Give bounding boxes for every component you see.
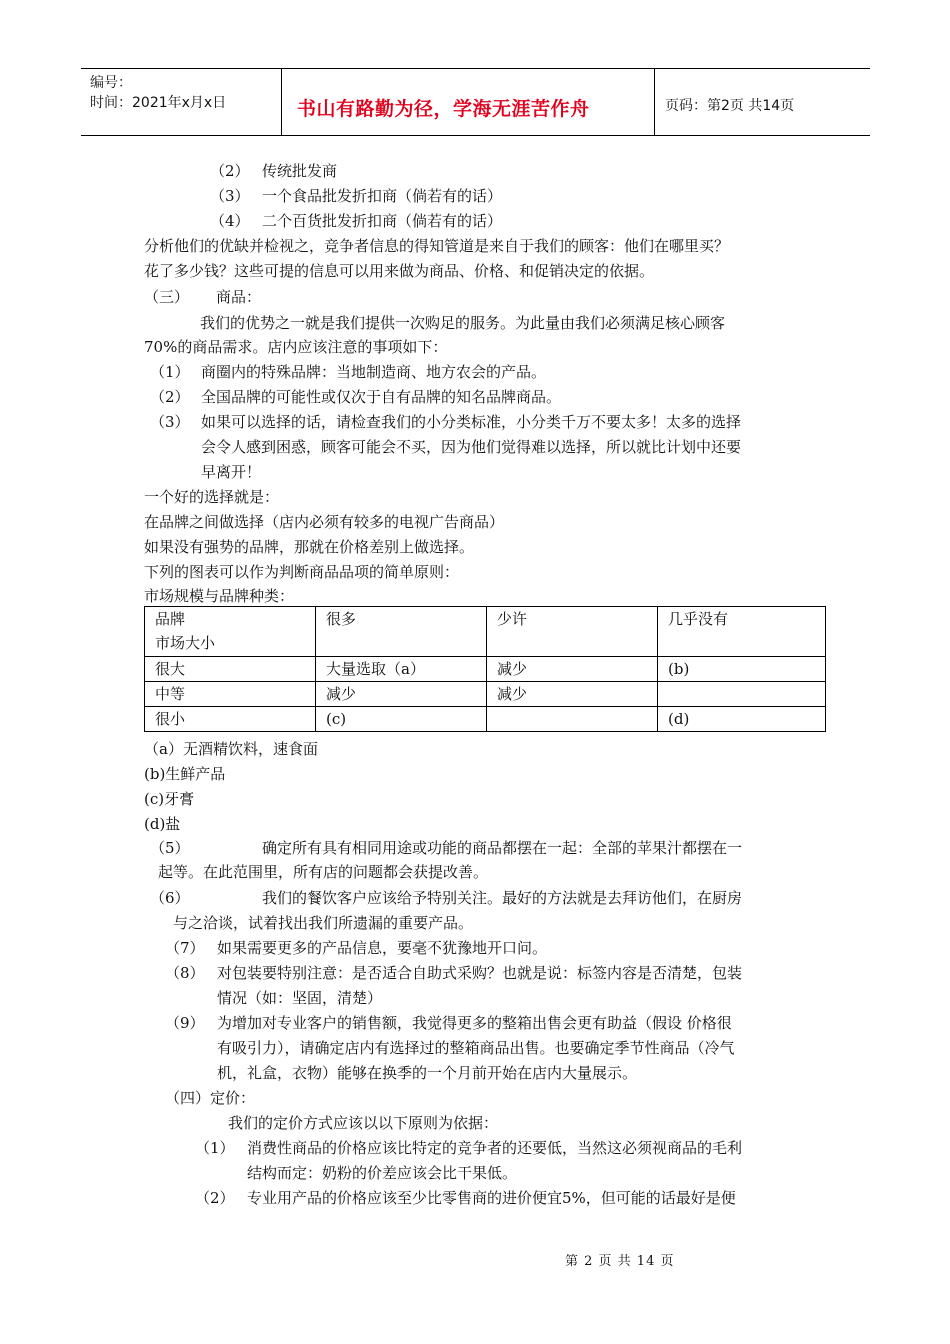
table-cell: (d) [658,707,826,732]
list-number: （2） [195,1189,235,1207]
column-header-brand: 品牌 [155,610,186,628]
paragraph-line: 70%的商品需求。店内应该注意的事项如下： [144,338,448,356]
list-number: （2） [150,388,190,406]
paragraph-line: 下列的图表可以作为判断商品品项的简单原则： [144,563,460,581]
list-item: 为增加对专业客户的销售额，我觉得更多的整箱出售会更有助益（假设 价格很 [217,1014,732,1032]
table-row [145,707,826,732]
list-number: （3） [210,187,250,205]
paragraph-line: 如果没有强势的品牌，那就在价格差别上做选择。 [144,538,475,556]
paragraph-line: 分析他们的优缺并检视之，竞争者信息的得知管道是来自于我们的顾客：他们在哪里买？ [144,237,730,255]
list-number: （5） [150,839,190,857]
section-title: 商品： [216,288,262,306]
table-row [145,682,826,707]
column-header-many: 很多 [316,607,487,657]
header-bottom-rule [81,135,870,136]
list-number: （1） [150,363,190,381]
list-number: （1） [195,1139,235,1157]
list-item: 消费性商品的价格应该比特定的竞争者的还要低，当然这必须视商品的毛利 [247,1139,743,1157]
list-number: （8） [165,964,205,982]
table-cell: (c) [316,707,487,732]
list-item: 如果需要更多的产品信息，要毫不犹豫地开口问。 [217,939,548,957]
list-item: 二个百货批发折扣商（倘若有的话） [262,212,503,230]
page-footer: 第 2 页 共 14 页 [565,1254,675,1269]
table-caption: 市场规模与品牌种类： [144,587,295,605]
table-cell: 减少 [487,657,658,682]
list-item: 我们的餐饮客户应该给予特别关注。最好的方法就是去拜访他们，在厨房 [262,889,743,907]
table-cell: 中等 [145,682,316,707]
list-item: 确定所有具有相同用途或功能的商品都摆在一起：全部的苹果汁都摆在一 [262,839,743,857]
table-note: (b)生鲜产品 [144,765,226,783]
list-item: 对包装要特别注意：是否适合自助式采购？也就是说：标签内容是否清楚，包装 [217,964,743,982]
list-item-continued: 结构而定：奶粉的价差应该会比干果低。 [247,1164,518,1182]
table-cell [487,707,658,732]
list-number: （9） [165,1014,205,1032]
table-cell: 很大 [145,657,316,682]
list-item: 全国品牌的可能性或仅次于自有品牌的知名品牌商品。 [201,388,562,406]
list-number: （4） [210,212,250,230]
list-item: 如果可以选择的话，请检查我们的小分类标准，小分类千万不要太多！太多的选择 [201,413,742,431]
paragraph-line: 一个好的选择就是： [144,488,280,506]
header-divider-left [281,68,282,136]
section-title: （四）定价： [165,1089,256,1107]
list-item: 一个食品批发折扣商（倘若有的话） [262,187,503,205]
paragraph-line: 我们的优势之一就是我们提供一次购足的服务。为此量由我们必须满足核心顾客 [200,314,726,332]
table-cell [658,682,826,707]
column-header-few: 少许 [487,607,658,657]
table-corner-cell [145,607,316,657]
list-item-continued: 早离开！ [201,463,262,481]
list-item: 商圈内的特殊品牌：当地制造商、地方农会的产品。 [201,363,547,381]
list-number: （7） [165,939,205,957]
table-cell: (b) [658,657,826,682]
table-cell: 减少 [487,682,658,707]
brand-market-table [144,606,826,732]
paragraph-line: 在品牌之间做选择（店内必须有较多的电视广告商品） [144,513,505,531]
list-item: 传统批发商 [262,162,338,180]
list-number: （6） [150,889,190,907]
list-item-continued: 情况（如：坚固，清楚） [217,989,383,1007]
list-item-continued: 机，礼盒，衣物）能够在换季的一个月前开始在店内大量展示。 [217,1064,638,1082]
list-item-continued: 起等。在此范围里，所有店的问题都会获提改善。 [158,863,489,881]
header-divider-right [654,68,655,136]
table-note: （a）无酒精饮料，速食面 [144,740,318,758]
table-cell: 减少 [316,682,487,707]
page-indicator: 页码：第2页 共14页 [665,98,795,114]
header-motto: 书山有路勤为径，学海无涯苦作舟 [297,98,590,120]
paragraph-line: 花了多少钱？这些可提的信息可以用来做为商品、价格、和促销决定的依据。 [144,262,655,280]
table-row [145,657,826,682]
list-number: （2） [210,162,250,180]
list-number: （3） [150,413,190,431]
table-note: (c)牙膏 [144,790,195,808]
table-cell: 很小 [145,707,316,732]
list-item-continued: 与之洽谈，试着找出我们所遗漏的重要产品。 [173,914,474,932]
column-header-almost-none: 几乎没有 [658,607,826,657]
table-note: (d)盐 [144,815,181,833]
list-item: 专业用产品的价格应该至少比零售商的进价便宜5%，但可能的话最好是便 [247,1189,736,1207]
serial-label: 编号： [90,75,132,91]
paragraph-line: 我们的定价方式应该以以下原则为依据： [228,1114,499,1132]
list-item-continued: 有吸引力），请确定店内有选择过的整箱商品出售。也要确定季节性商品（冷气 [217,1039,735,1057]
list-item-continued: 会令人感到困惑，顾客可能会不买，因为他们觉得难以选择，所以就比计划中还要 [201,438,742,456]
table-row [145,607,826,657]
section-number: （三） [144,288,190,306]
row-header-market-size: 市场大小 [155,634,216,652]
header-top-rule [81,68,870,69]
table-cell: 大量选取（a） [316,657,487,682]
date-label: 时间：2021年x月x日 [90,95,227,111]
